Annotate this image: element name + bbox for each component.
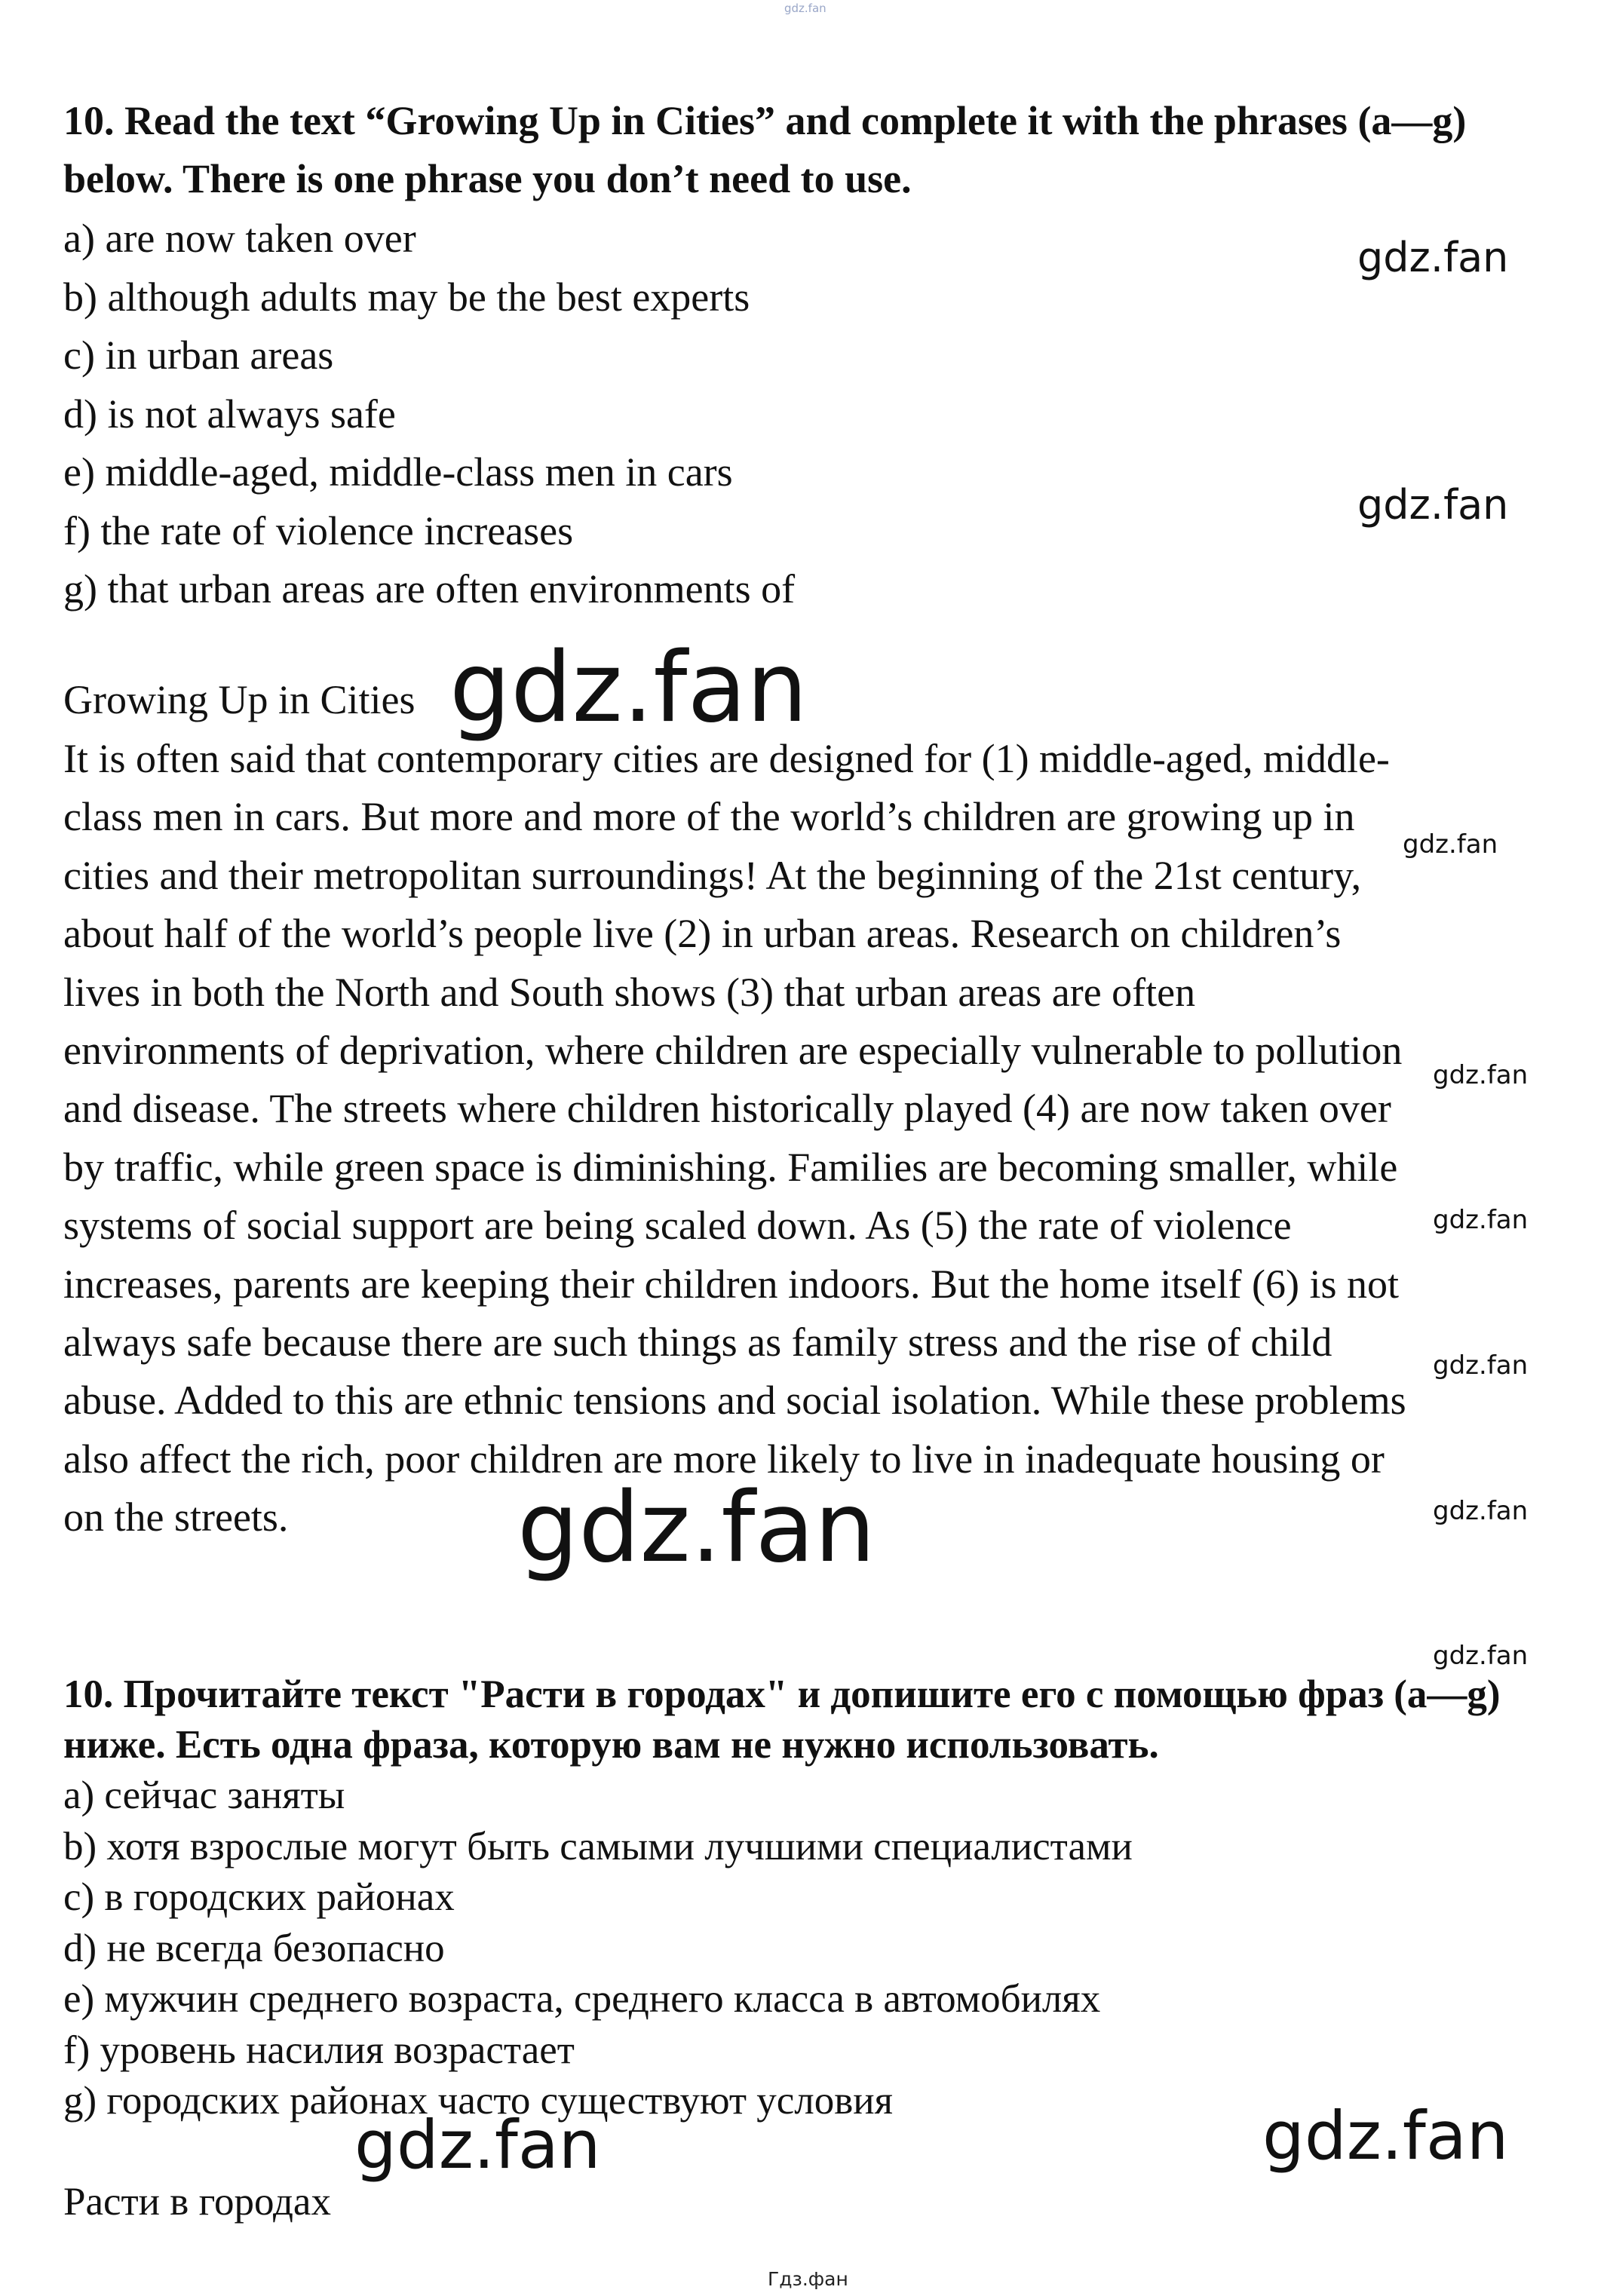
watermark: gdz.fan (1433, 1205, 1529, 1235)
reading-text (63, 730, 1406, 1547)
translation-option-f: f) уровень насилия возрастает (63, 2028, 575, 2072)
top-watermark: gdz.fan (784, 2, 826, 15)
translation-option-g: g) городских районах часто существуют условия (63, 2079, 894, 2123)
footer-watermark: Гдз.фан (768, 2268, 848, 2290)
option-d: d) is not always safe (63, 391, 396, 437)
reading-line: environments of deprivation, where children are especially vulnerable to pollution (63, 1028, 1403, 1074)
watermark: gdz.fan (1433, 1060, 1529, 1090)
translation-option-c: c) в городских районах (63, 1875, 455, 1919)
reading-line: on the streets. (63, 1494, 289, 1540)
translation-heading: Расти в городах (63, 2180, 331, 2224)
translation-options-list (63, 1770, 1133, 2127)
watermark: gdz.fan (1433, 1496, 1529, 1526)
reading-line: always safe because there are such things as family stress and the rise of child (63, 1320, 1332, 1366)
reading-line: lives in both the North and South shows (3) that urban areas are often (63, 969, 1196, 1015)
reading-line: by traffic, while green space is diminishing. Families are becoming smaller, while (63, 1144, 1398, 1190)
translation-option-a: a) сейчас заняты (63, 1773, 345, 1817)
option-b: b) although adults may be the best experts (63, 274, 750, 320)
watermark: gdz.fan (517, 1472, 876, 1584)
reading-line: cities and their metropolitan surroundings! At the beginning of the 21st century, (63, 852, 1362, 898)
reading-line: abuse. Added to this are ethnic tensions and social isolation. While these problems (63, 1378, 1406, 1424)
watermark: gdz.fan (1357, 234, 1509, 281)
option-c: c) in urban areas (63, 333, 334, 378)
watermark: gdz.fan (1403, 829, 1498, 860)
watermark: gdz.fan (449, 632, 808, 744)
reading-line: It is often said that contemporary cities are designed for (1) middle-aged, middle- (63, 736, 1390, 781)
task-title: 10. Read the text “Growing Up in Cities” and complete it with the phrases (a—g) below. There is one phrase you don’t need to use. (63, 98, 1467, 201)
reading-line: class men in cars. But more and more of the world’s children are growing up in (63, 794, 1355, 840)
reading-line: increases, parents are keeping their children indoors. But the home itself (6) is not (63, 1261, 1399, 1307)
watermark: gdz.fan (1433, 1350, 1529, 1381)
watermark: gdz.fan (354, 2106, 601, 2184)
watermark: gdz.fan (1357, 481, 1509, 529)
watermark: gdz.fan (1433, 1641, 1529, 1671)
watermark: gdz.fan (1262, 2097, 1509, 2175)
phrase-options-list (63, 210, 795, 619)
reading-line: systems of social support are being scaled down. As (5) the rate of violence (63, 1203, 1292, 1249)
translation-option-e: e) мужчин среднего возраста, среднего класса в автомобилях (63, 1977, 1101, 2021)
reading-line: and disease. The streets where children historically played (4) are now taken over (63, 1086, 1391, 1132)
reading-heading: Growing Up in Cities (63, 677, 416, 722)
translation-option-d: d) не всегда безопасно (63, 1926, 445, 1970)
reading-line: about half of the world’s people live (2) in urban areas. Research on children’s (63, 911, 1342, 957)
option-e: e) middle-aged, middle-class men in cars (63, 449, 733, 495)
translation-option-b: b) хотя взрослые могут быть самыми лучшими специалистами (63, 1824, 1133, 1868)
option-a: a) are now taken over (63, 216, 416, 261)
translation-title: 10. Прочитайте текст "Расти в городах" и допишите его с помощью фраз (a—g) ниже. Есть одна фраза, которую вам не нужно использовать. (63, 1672, 1501, 1767)
option-f: f) the rate of violence increases (63, 507, 574, 553)
option-g: g) that urban areas are often environments of (63, 566, 796, 612)
reading-line: also affect the rich, poor children are more likely to live in inadequate housing or (63, 1436, 1385, 1482)
